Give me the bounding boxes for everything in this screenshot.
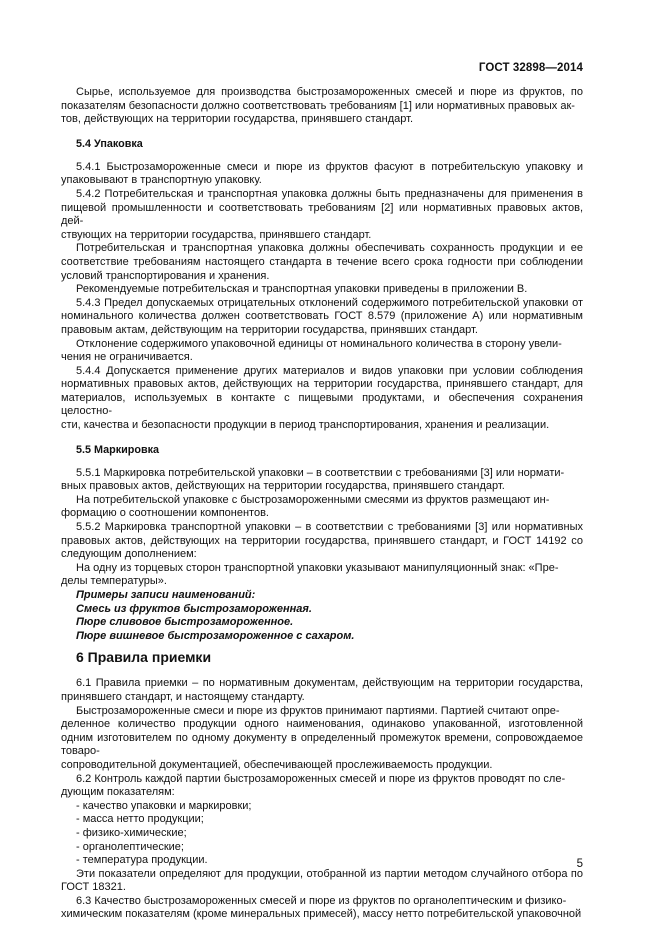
document-body	[61, 86, 583, 922]
list-item: - качество упаковки и маркировки;	[76, 799, 252, 812]
standard-header: ГОСТ 32898—2014	[478, 62, 583, 74]
section-heading-6: 6 Правила приемки	[76, 649, 212, 666]
page-number: 5	[576, 858, 583, 870]
paragraph-5-4-3: 5.4.3 Предел допускаемых отрицательных отклонений содержимого потребительской упаковки от номинального количества должен соответствовать ГОСТ 8.579 (приложение А) или нормативным правовым актам, действующим на территории государства, принявших стандарт.	[61, 296, 583, 336]
list-item: - физико-химические;	[76, 826, 187, 839]
paragraph-6-1-batches: Быстрозамороженные смеси и пюре из фруктов принимают партиями. Партией считают опре- деленное количество продукции одного наименования, одинаково упакованной, изготовленной одним изготовителем по одному документу в определенный промежуток времени, сопровождаемое товаро- сопроводительной документацией, обеспечивающей прослеживаемость продукции.	[61, 704, 583, 771]
example-item: Пюре вишневое быстрозамороженное с сахаром.	[76, 629, 355, 642]
paragraph-5-5-2-sign: На одну из торцевых сторон транспортной упаковки указывают манипуляционный знак: «Пре- делы температуры».	[61, 561, 559, 588]
paragraph-5-4-4: 5.4.4 Допускается применение других материалов и видов упаковки при условии соблюдения нормативных правовых актов, действующих на территории государства, принявшего стандарт, для материалов, используемых в контакте с пищевыми продуктами, и обеспечения сохранения целостно- сти, качества и безопасности продукции в период транспортирования, хранения и реализации.	[61, 364, 583, 432]
paragraph-5-4-2-safety: Потребительская и транспортная упаковка должны обеспечивать сохранность продукции и ее соответствие требованиям настоящего стандарта в течение всего срока годности при соблюдении условий транспортирования и хранения.	[61, 242, 583, 282]
section-heading-5-5: 5.5 Маркировка	[76, 443, 160, 456]
paragraph-5-4-3-deviation: Отклонение содержимого упаковочной единицы от номинального количества в сторону увели- чения не ограничивается.	[61, 337, 562, 364]
paragraph-6-2-sampling: Эти показатели определяют для продукции, отобранной из партии методом случайного отбора по ГОСТ 18321.	[61, 867, 583, 894]
section-heading-5-4: 5.4 Упаковка	[76, 137, 143, 150]
paragraph-6-3: 6.3 Качество быстрозамороженных смесей и пюре из фруктов по органолептическим и физико- химическим показателям (кроме минеральных примесей), массу нетто потребительской упаковочной	[61, 894, 582, 921]
example-item: Пюре сливовое быстрозамороженное.	[76, 616, 294, 629]
paragraph-6-1: 6.1 Правила приемки – по нормативным документам, действующим на территории государства, принявшего стандарт, и настоящему стандарту.	[61, 677, 583, 703]
paragraph-6-2: 6.2 Контроль каждой партии быстрозамороженных смесей и пюре из фруктов проводят по сле- дующим показателям:	[61, 772, 566, 799]
list-item: - температура продукции.	[76, 854, 208, 867]
paragraph-raw-materials: Сырье, используемое для производства быстрозамороженных смесей и пюре из фруктов, по показателям безопасности должно соответствовать требованиям [1] или нормативных правовых ак- тов, действующих на территории государства, принявшего стандарт.	[61, 86, 583, 126]
examples-heading: Примеры записи наименований:	[76, 589, 256, 601]
paragraph-5-4-2-recommended: Рекомендуемые потребительская и транспортная упаковки приведены в приложении В.	[76, 283, 528, 296]
paragraph-5-5-1: 5.5.1 Маркировка потребительской упаковки – в соответствии с требованиями [3] или нормати- вных правовых актов, действующих на территории государства, принявшего стандарт.	[61, 466, 565, 493]
list-item: - органолептические;	[76, 840, 184, 853]
indicator-list	[61, 800, 583, 868]
example-item: Смесь из фруктов быстрозамороженная.	[76, 602, 312, 615]
list-item: - масса нетто продукции;	[76, 813, 204, 826]
paragraph-5-5-2: 5.5.2 Маркировка транспортной упаковки – в соответствии с требованиями [3] или нормативных правовых актов, действующих на территории государства, принявшего стандарт, и ГОСТ 14192 со следующим дополнением:	[61, 521, 583, 561]
paragraph-5-4-2: 5.4.2 Потребительская и транспортная упаковка должны быть предназначены для применения в пищевой промышленности и соответствовать требованиям [2] или нормативных правовых актов, дей- ствующих на территории государства, принявшего стандарт.	[61, 187, 583, 241]
paragraph-5-5-1-info: На потребительской упаковке с быстрозамороженными смесями из фруктов размещают ин- формацию о соотношении компонентов.	[61, 493, 550, 520]
paragraph-5-4-1: 5.4.1 Быстрозамороженные смеси и пюре из фруктов фасуют в потребительскую упаковку и упаковывают в транспортную упаковку.	[61, 160, 583, 187]
